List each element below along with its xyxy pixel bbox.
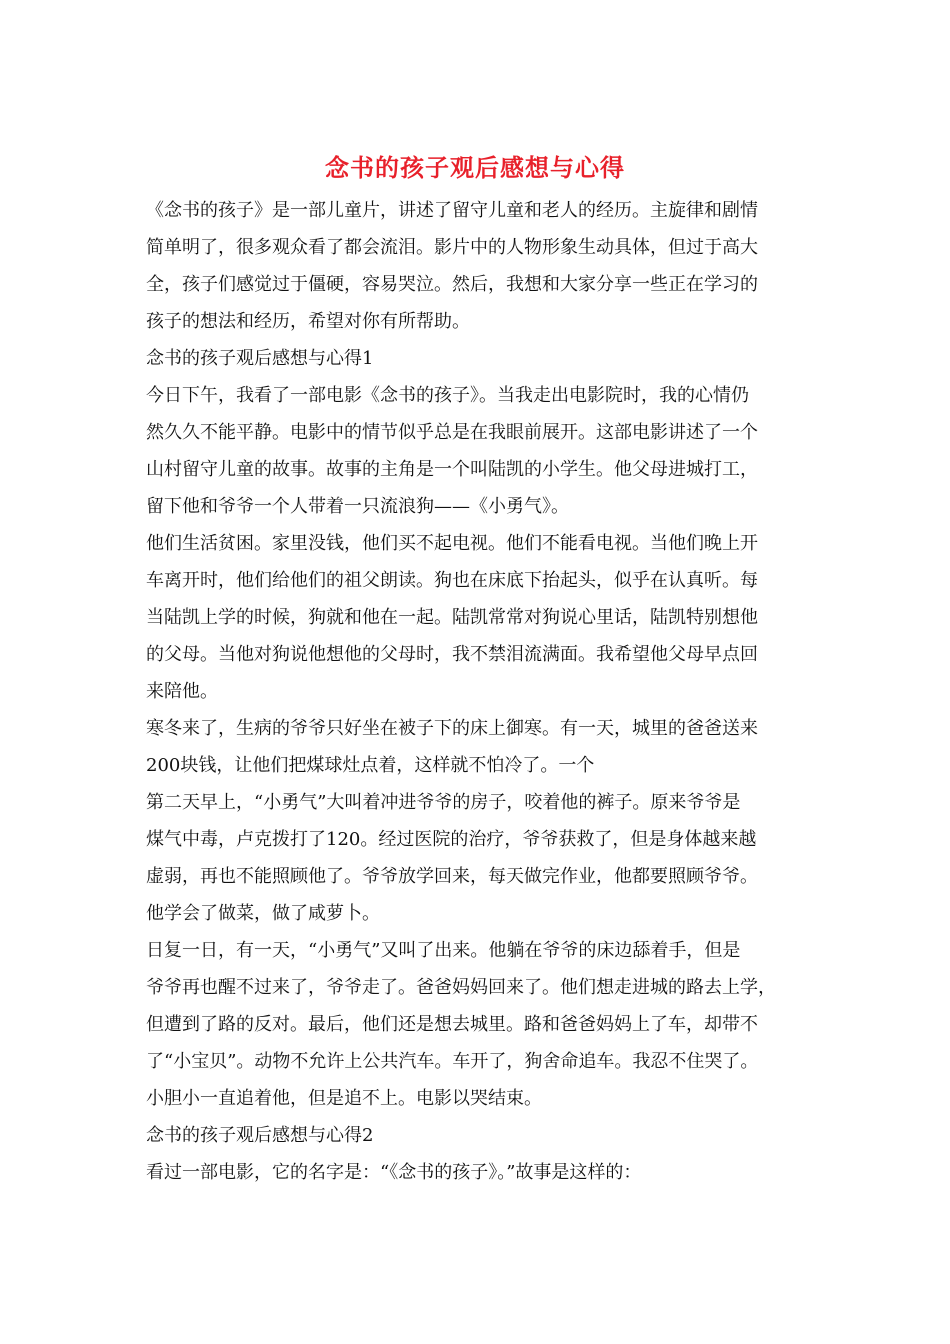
text-line: 200块钱，让他们把煤球灶点着，这样就不怕冷了。一个 [146,755,595,776]
document-body [146,192,806,1191]
text-line: 车离开时，他们给他们的祖父朗读。狗也在床底下抬起头，似乎在认真听。每 [146,570,758,591]
text-line: 留下他和爷爷一个人带着一只流浪狗——《小勇气》。 [146,496,569,517]
paragraph [146,1154,806,1191]
text-line: 全，孩子们感觉过于僵硬，容易哭泣。然后，我想和大家分享一些正在学习的 [146,274,758,295]
paragraph [146,377,806,525]
text-line: 看过一部电影，它的名字是：“《念书的孩子》。”故事是这样的： [146,1162,642,1183]
text-line: 了“小宝贝”。动物不允许上公共汽车。车开了，狗舍命追车。我忍不住哭了。 [146,1051,759,1072]
paragraph [146,710,806,784]
text-line: 来陪他。 [146,681,218,702]
text-line: 孩子的想法和经历，希望对你有所帮助。 [146,311,470,332]
text-line: 爷爷再也醒不过来了，爷爷走了。爸爸妈妈回来了。他们想走进城的路去上学， [146,977,776,998]
text-line: 简单明了，很多观众看了都会流泪。影片中的人物形象生动具体，但过于高大 [146,237,758,258]
text-line: 小胆小一直追着他，但是追不上。电影以哭结束。 [146,1088,542,1109]
text-line: 当陆凯上学的时候，狗就和他在一起。陆凯常常对狗说心里话，陆凯特别想他 [146,607,758,628]
text-line: 日复一日，有一天，“小勇气”又叫了出来。他躺在爷爷的床边舔着手，但是 [146,940,741,961]
text-line: 虚弱，再也不能照顾他了。爷爷放学回来，每天做完作业，他都要照顾爷爷。 [146,866,758,887]
section-heading-1 [146,340,806,377]
text-line: 今日下午，我看了一部电影《念书的孩子》。当我走出电影院时，我的心情仍 [146,385,749,406]
text-line: 念书的孩子观后感想与心得2 [146,1125,374,1146]
text-line: 但遭到了路的反对。最后，他们还是想去城里。路和爸爸妈妈上了车，却带不 [146,1014,758,1035]
text-line: 山村留守儿童的故事。故事的主角是一个叫陆凯的小学生。他父母进城打工， [146,459,758,480]
text-line: 第二天早上，“小勇气”大叫着冲进爷爷的房子，咬着他的裤子。原来爷爷是 [146,792,741,813]
text-line: 《念书的孩子》是一部儿童片，讲述了留守儿童和老人的经历。主旋律和剧情 [146,200,758,221]
text-line: 他学会了做菜，做了咸萝卜。 [146,903,380,924]
paragraph [146,932,806,1117]
text-line: 然久久不能平静。电影中的情节似乎总是在我眼前展开。这部电影讲述了一个 [146,422,758,443]
paragraph [146,784,806,932]
text-line: 念书的孩子观后感想与心得1 [146,348,374,369]
text-line: 煤气中毒，卢克拨打了120。经过医院的治疗，爷爷获救了，但是身体越来越 [146,829,757,850]
text-line: 的父母。当他对狗说他想他的父母时，我不禁泪流满面。我希望他父母早点回 [146,644,758,665]
section-heading-2 [146,1117,806,1154]
paragraph-intro [146,192,806,340]
paragraph [146,525,806,710]
document-title: 念书的孩子观后感想与心得 [325,153,625,182]
text-line: 寒冬来了，生病的爷爷只好坐在被子下的床上御寒。有一天，城里的爸爸送来 [146,718,758,739]
text-line: 他们生活贫困。家里没钱，他们买不起电视。他们不能看电视。当他们晚上开 [146,533,758,554]
